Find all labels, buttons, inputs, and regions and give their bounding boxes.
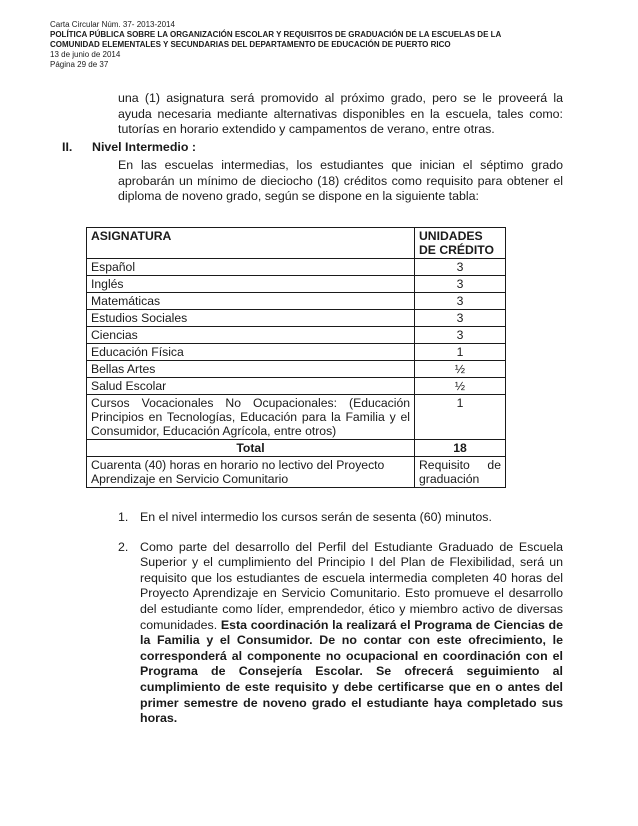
document-title-line1: POLÍTICA PÚBLICA SOBRE LA ORGANIZACIÓN ESCOLAR Y REQUISITOS DE GRADUACIÓN DE LA ESCUELAS DE LA <box>50 30 502 39</box>
circular-number: Carta Circular Núm. 37- 2013-2014 <box>50 20 175 29</box>
total-value: 18 <box>415 440 506 457</box>
units-cell: 1 <box>415 395 506 440</box>
list-item-number: 1. <box>118 510 129 524</box>
table-row <box>87 259 506 276</box>
graduation-requirement-cell: Requisito de graduación <box>415 457 506 488</box>
table-row <box>87 276 506 293</box>
table-row <box>87 361 506 378</box>
subject-cell: Educación Física <box>87 344 415 361</box>
list-item <box>118 510 563 526</box>
units-cell: ½ <box>415 378 506 395</box>
section-number: II. <box>62 140 73 154</box>
table-row <box>87 395 506 440</box>
credits-table <box>86 227 506 488</box>
total-row <box>87 440 506 457</box>
section-heading <box>62 140 196 154</box>
units-cell: 1 <box>415 344 506 361</box>
list-item-regular-text: Como parte del desarrollo del Perfil del Estudiante Graduado de Escuela Superior y el cumplimiento del Principio I del Plan de Flexibilidad, será un requisito que los estudiantes de escuela intermedia completen 40 horas del Proyecto Aprendizaje en Servicio Comunitario. Esto promueve el desarrollo del estudiante como líder, emprendedor, ético y miembro activo de diversas comunidades. <box>140 539 563 632</box>
units-cell: ½ <box>415 361 506 378</box>
service-hours-cell: Cuarenta (40) horas en horario no lectivo del Proyecto Aprendizaje en Servicio Comunitario <box>87 457 415 488</box>
subject-cell: Bellas Artes <box>87 361 415 378</box>
subject-cell: Matemáticas <box>87 293 415 310</box>
total-label: Total <box>87 440 415 457</box>
units-cell: 3 <box>415 327 506 344</box>
document-title-line2: COMUNIDAD ELEMENTALES Y SECUNDARIAS DEL DEPARTAMENTO DE EDUCACIÓN DE PUERTO RICO <box>50 40 451 49</box>
list-item-bold-text: Esta coordinación la realizará el Programa de Ciencias de la Familia y el Consumidor. De no contar con este ofrecimiento, le corresponderá al componente no ocupacional en coordinación con el Programa de Consejería Escolar. Se ofrecerá seguimiento al cumplimiento de este requisito y debe certificarse que en o antes del primer semestre de noveno grado el estudiante haya completado sus horas. <box>140 617 563 726</box>
section-paragraph: En las escuelas intermedias, los estudiantes que inician el séptimo grado aprobarán un mínimo de dieciocho (18) créditos como requisito para obtener el diploma de noveno grado, según se dispone en la siguiente tabla: <box>118 158 563 204</box>
list-item-number: 2. <box>118 539 129 554</box>
page-number: Página 29 de 37 <box>50 60 109 69</box>
list-item-text <box>140 540 563 727</box>
table-row <box>87 344 506 361</box>
table-row <box>87 327 506 344</box>
list-item <box>118 540 563 727</box>
subject-cell: Estudios Sociales <box>87 310 415 327</box>
intro-paragraph: una (1) asignatura será promovido al próximo grado, pero se le proveerá la ayuda necesaria mediante alternativas disponibles en la escuela, tales como: tutorías en horario extendido y campamentos de verano, entre otras. <box>118 91 563 137</box>
header-subject: ASIGNATURA <box>87 228 415 259</box>
units-cell: 3 <box>415 259 506 276</box>
subject-cell: Cursos Vocacionales No Ocupacionales: (Educación Principios en Tecnologías, Educación para la Familia y el Consumidor, Educación Agrícola, entre otros) <box>87 395 415 440</box>
document-header <box>50 20 590 70</box>
numbered-list <box>118 510 563 741</box>
table-row <box>87 310 506 327</box>
subject-cell: Inglés <box>87 276 415 293</box>
table-row <box>87 293 506 310</box>
subject-cell: Español <box>87 259 415 276</box>
subject-cell: Ciencias <box>87 327 415 344</box>
table-row <box>87 378 506 395</box>
table-row <box>87 457 506 488</box>
list-item-text: En el nivel intermedio los cursos serán de sesenta (60) minutos. <box>140 510 492 524</box>
units-cell: 3 <box>415 310 506 327</box>
header-units: UNIDADES DE CRÉDITO <box>415 228 506 259</box>
document-date: 13 de junio de 2014 <box>50 50 121 59</box>
units-cell: 3 <box>415 293 506 310</box>
table-header-row <box>87 228 506 259</box>
units-cell: 3 <box>415 276 506 293</box>
section-title: Nivel Intermedio : <box>92 140 196 154</box>
subject-cell: Salud Escolar <box>87 378 415 395</box>
